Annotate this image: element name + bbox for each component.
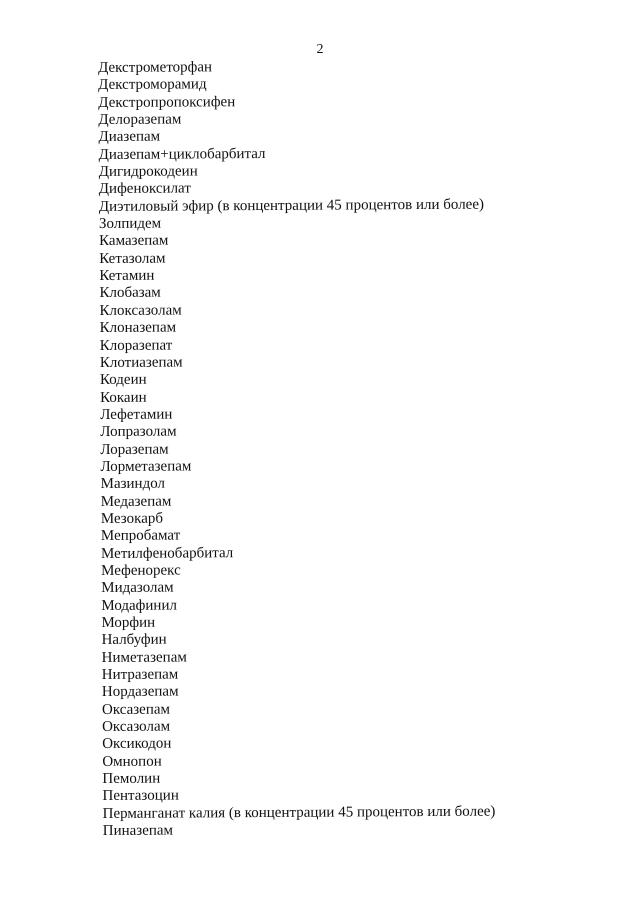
list-item: Нордазепам bbox=[101, 683, 179, 701]
list-item: Лефетамин bbox=[100, 406, 173, 423]
list-item: Пентазоцин bbox=[102, 787, 179, 805]
list-item: Золпидем bbox=[98, 215, 162, 233]
list-item: Лорметазепам bbox=[100, 458, 192, 475]
list-item: Диэтиловый эфир (в концентрации 45 процентов или более) bbox=[98, 196, 485, 215]
list-item: Пиназепам bbox=[102, 822, 174, 840]
list-item: Ниметазепам bbox=[101, 649, 187, 666]
list-item: Омнопон bbox=[102, 753, 162, 770]
list-item: Пемолин bbox=[102, 770, 161, 788]
list-item: Лопразолам bbox=[100, 423, 177, 441]
list-item: Лоразепам bbox=[100, 441, 169, 458]
list-item: Оксазолам bbox=[102, 718, 171, 736]
list-item: Диазепам+циклобарбитал bbox=[98, 145, 266, 163]
list-item: Дигидрокодеин bbox=[98, 163, 198, 181]
list-item: Делоразепам bbox=[98, 111, 182, 129]
list-item: Клоксазолам bbox=[99, 302, 182, 319]
list-item: Декстроморамид bbox=[98, 76, 207, 94]
list-item: Клобазам bbox=[99, 285, 161, 302]
page-number: 2 bbox=[316, 42, 324, 57]
list-item: Морфин bbox=[101, 614, 156, 631]
list-item: Модафинил bbox=[101, 597, 177, 614]
list-item: Оксазепам bbox=[101, 701, 171, 718]
list-item: Дифеноксилат bbox=[98, 180, 191, 198]
list-item: Медазепам bbox=[100, 493, 172, 510]
list-item: Кокаин bbox=[100, 389, 147, 406]
list-item: Оксикодон bbox=[102, 735, 172, 753]
list-item: Клоназепам bbox=[99, 319, 177, 337]
list-item: Кетамин bbox=[99, 267, 155, 285]
list-item: Налбуфин bbox=[101, 631, 167, 649]
list-item: Мепробамат bbox=[100, 527, 181, 545]
list-item: Декстрометорфан bbox=[98, 59, 213, 76]
list-item: Клотиазепам bbox=[99, 354, 183, 371]
list-item: Нитразепам bbox=[101, 666, 179, 684]
list-item: Камазепам bbox=[99, 233, 169, 250]
list-item: Декстропропоксифен bbox=[98, 93, 236, 111]
list-item: Мазиндол bbox=[100, 475, 166, 493]
list-item: Перманганат калия (в концентрации 45 процентов или более) bbox=[102, 803, 496, 822]
list-item: Мефенорекс bbox=[101, 562, 181, 579]
list-item: Метилфенобарбитал bbox=[100, 544, 234, 562]
list-item: Клоразепат bbox=[99, 337, 173, 354]
list-item: Диазепам bbox=[98, 128, 161, 146]
list-item: Кетазолам bbox=[99, 250, 166, 267]
list-item: Мидазолам bbox=[101, 579, 174, 597]
substance-list bbox=[98, 58, 496, 841]
list-item: Кодеин bbox=[99, 371, 147, 389]
list-item: Мезокарб bbox=[100, 510, 164, 527]
